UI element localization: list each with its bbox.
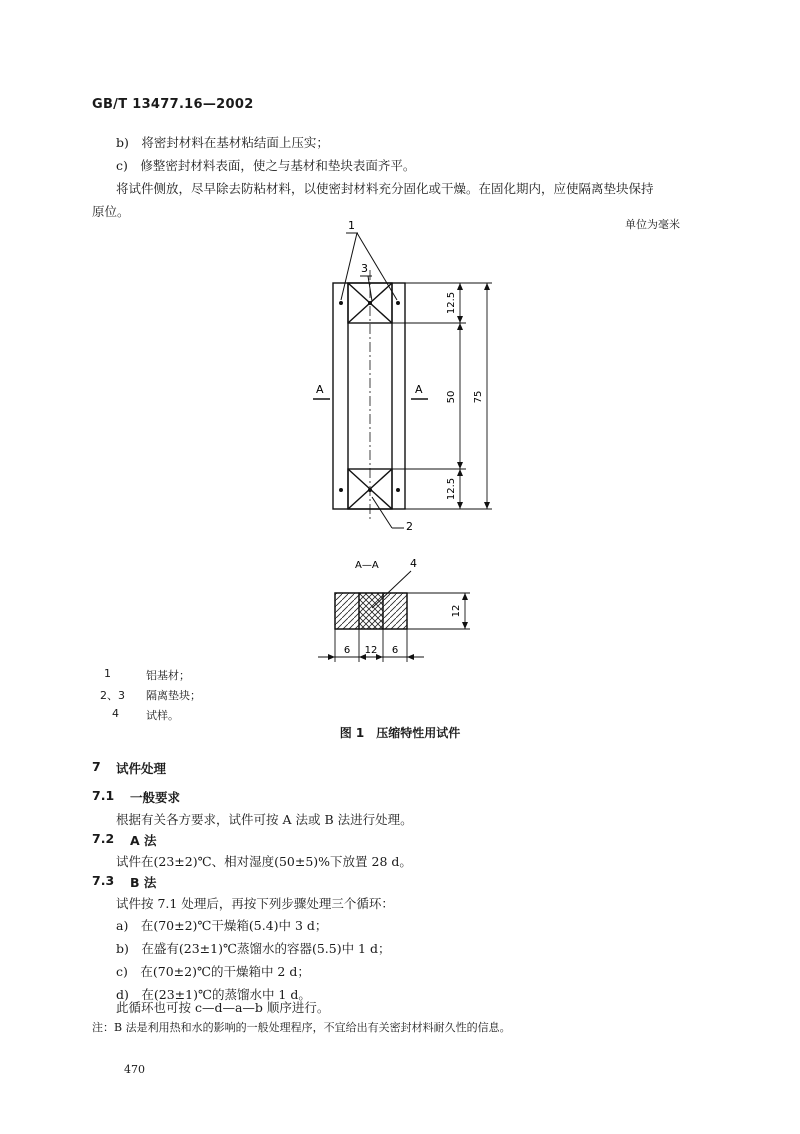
- units-note: 单位为毫米: [625, 218, 680, 231]
- callout-leaders: [341, 233, 404, 528]
- note: 注：B 法是利用热和水的影响的一般处理程序，不宜给出有关密封材料耐久性的信息。: [92, 1021, 511, 1034]
- callout-4: 4: [410, 557, 417, 570]
- section-71-number: 7.1: [92, 788, 115, 803]
- section-mark-right: A: [415, 383, 423, 396]
- cycle-order: 此循环也可按 c—d—a—b 顺序进行。: [116, 1000, 330, 1015]
- section-73-number: 7.3: [92, 873, 115, 888]
- paragraph-line-1: 将试件侧放，尽早除去防粘材料，以使密封材料充分固化或干燥。在固化期内，应使隔离垫块保持: [116, 181, 654, 196]
- dim-left: 6: [343, 645, 351, 656]
- section-72-number: 7.2: [92, 831, 115, 846]
- figure-caption: 图 1 压缩特性用试件: [339, 726, 461, 740]
- section-73-title: B 法: [130, 875, 157, 890]
- plan-outline: [333, 283, 405, 509]
- standard-number: GB/T 13477.16—2002: [92, 97, 254, 112]
- paragraph-line-2: 原位。: [92, 204, 130, 219]
- section-73-text: 试件按 7.1 处理后，再按下列步骤处理三个循环：: [116, 896, 394, 911]
- section-view: [335, 593, 407, 629]
- step-c: c) 修整密封材料表面，使之与基材和垫块表面齐平。: [116, 158, 416, 173]
- dim-center: 12: [364, 645, 378, 656]
- section-71-text: 根据有关各方要求，试件可按 A 法或 B 法进行处理。: [116, 812, 413, 827]
- section-7-heading: 试件处理: [116, 761, 167, 776]
- section-71-title: 一般要求: [130, 790, 181, 805]
- legend-3-text: 试样。: [146, 709, 179, 722]
- section-72-text: 试件在(23±2)℃、相对湿度(50±5)%下放置 28 d。: [116, 854, 412, 869]
- plan-view: [333, 270, 405, 522]
- cycle-step-c: c) 在(70±2)℃的干燥箱中 2 d；: [116, 964, 310, 979]
- callout-3: 3: [361, 262, 368, 275]
- section-mark-left: A: [316, 383, 324, 396]
- dim-bottom: 12.5: [446, 477, 457, 501]
- callout-1: 1: [348, 219, 355, 232]
- cycle-step-a: a) 在(70±2)℃干燥箱(5.4)中 3 d；: [116, 918, 328, 933]
- dim-total: 75: [473, 390, 484, 404]
- section-72-title: A 法: [130, 833, 157, 848]
- legend-1-text: 铝基材；: [146, 669, 190, 682]
- legend-2-num: 2、3: [100, 689, 125, 702]
- section-7-number: 7: [92, 759, 101, 774]
- legend-3-num: 4: [112, 707, 119, 720]
- callout-2: 2: [406, 520, 413, 533]
- page-number: 470: [124, 1063, 145, 1076]
- cycle-step-b: b) 在盛有(23±1)℃蒸馏水的容器(5.5)中 1 d；: [116, 941, 391, 956]
- dim-middle: 50: [446, 390, 457, 404]
- legend-2-text: 隔离垫块；: [146, 689, 201, 702]
- legend-1-num: 1: [104, 667, 111, 680]
- cycle-step-d: d) 在(23±1)℃的蒸馏水中 1 d。: [116, 987, 311, 1002]
- dim-height: 12: [451, 604, 462, 618]
- dim-top: 12.5: [446, 291, 457, 315]
- section-title: A—A: [355, 560, 379, 571]
- step-b: b) 将密封材料在基材粘结面上压实；: [116, 135, 329, 150]
- dim-right: 6: [391, 645, 399, 656]
